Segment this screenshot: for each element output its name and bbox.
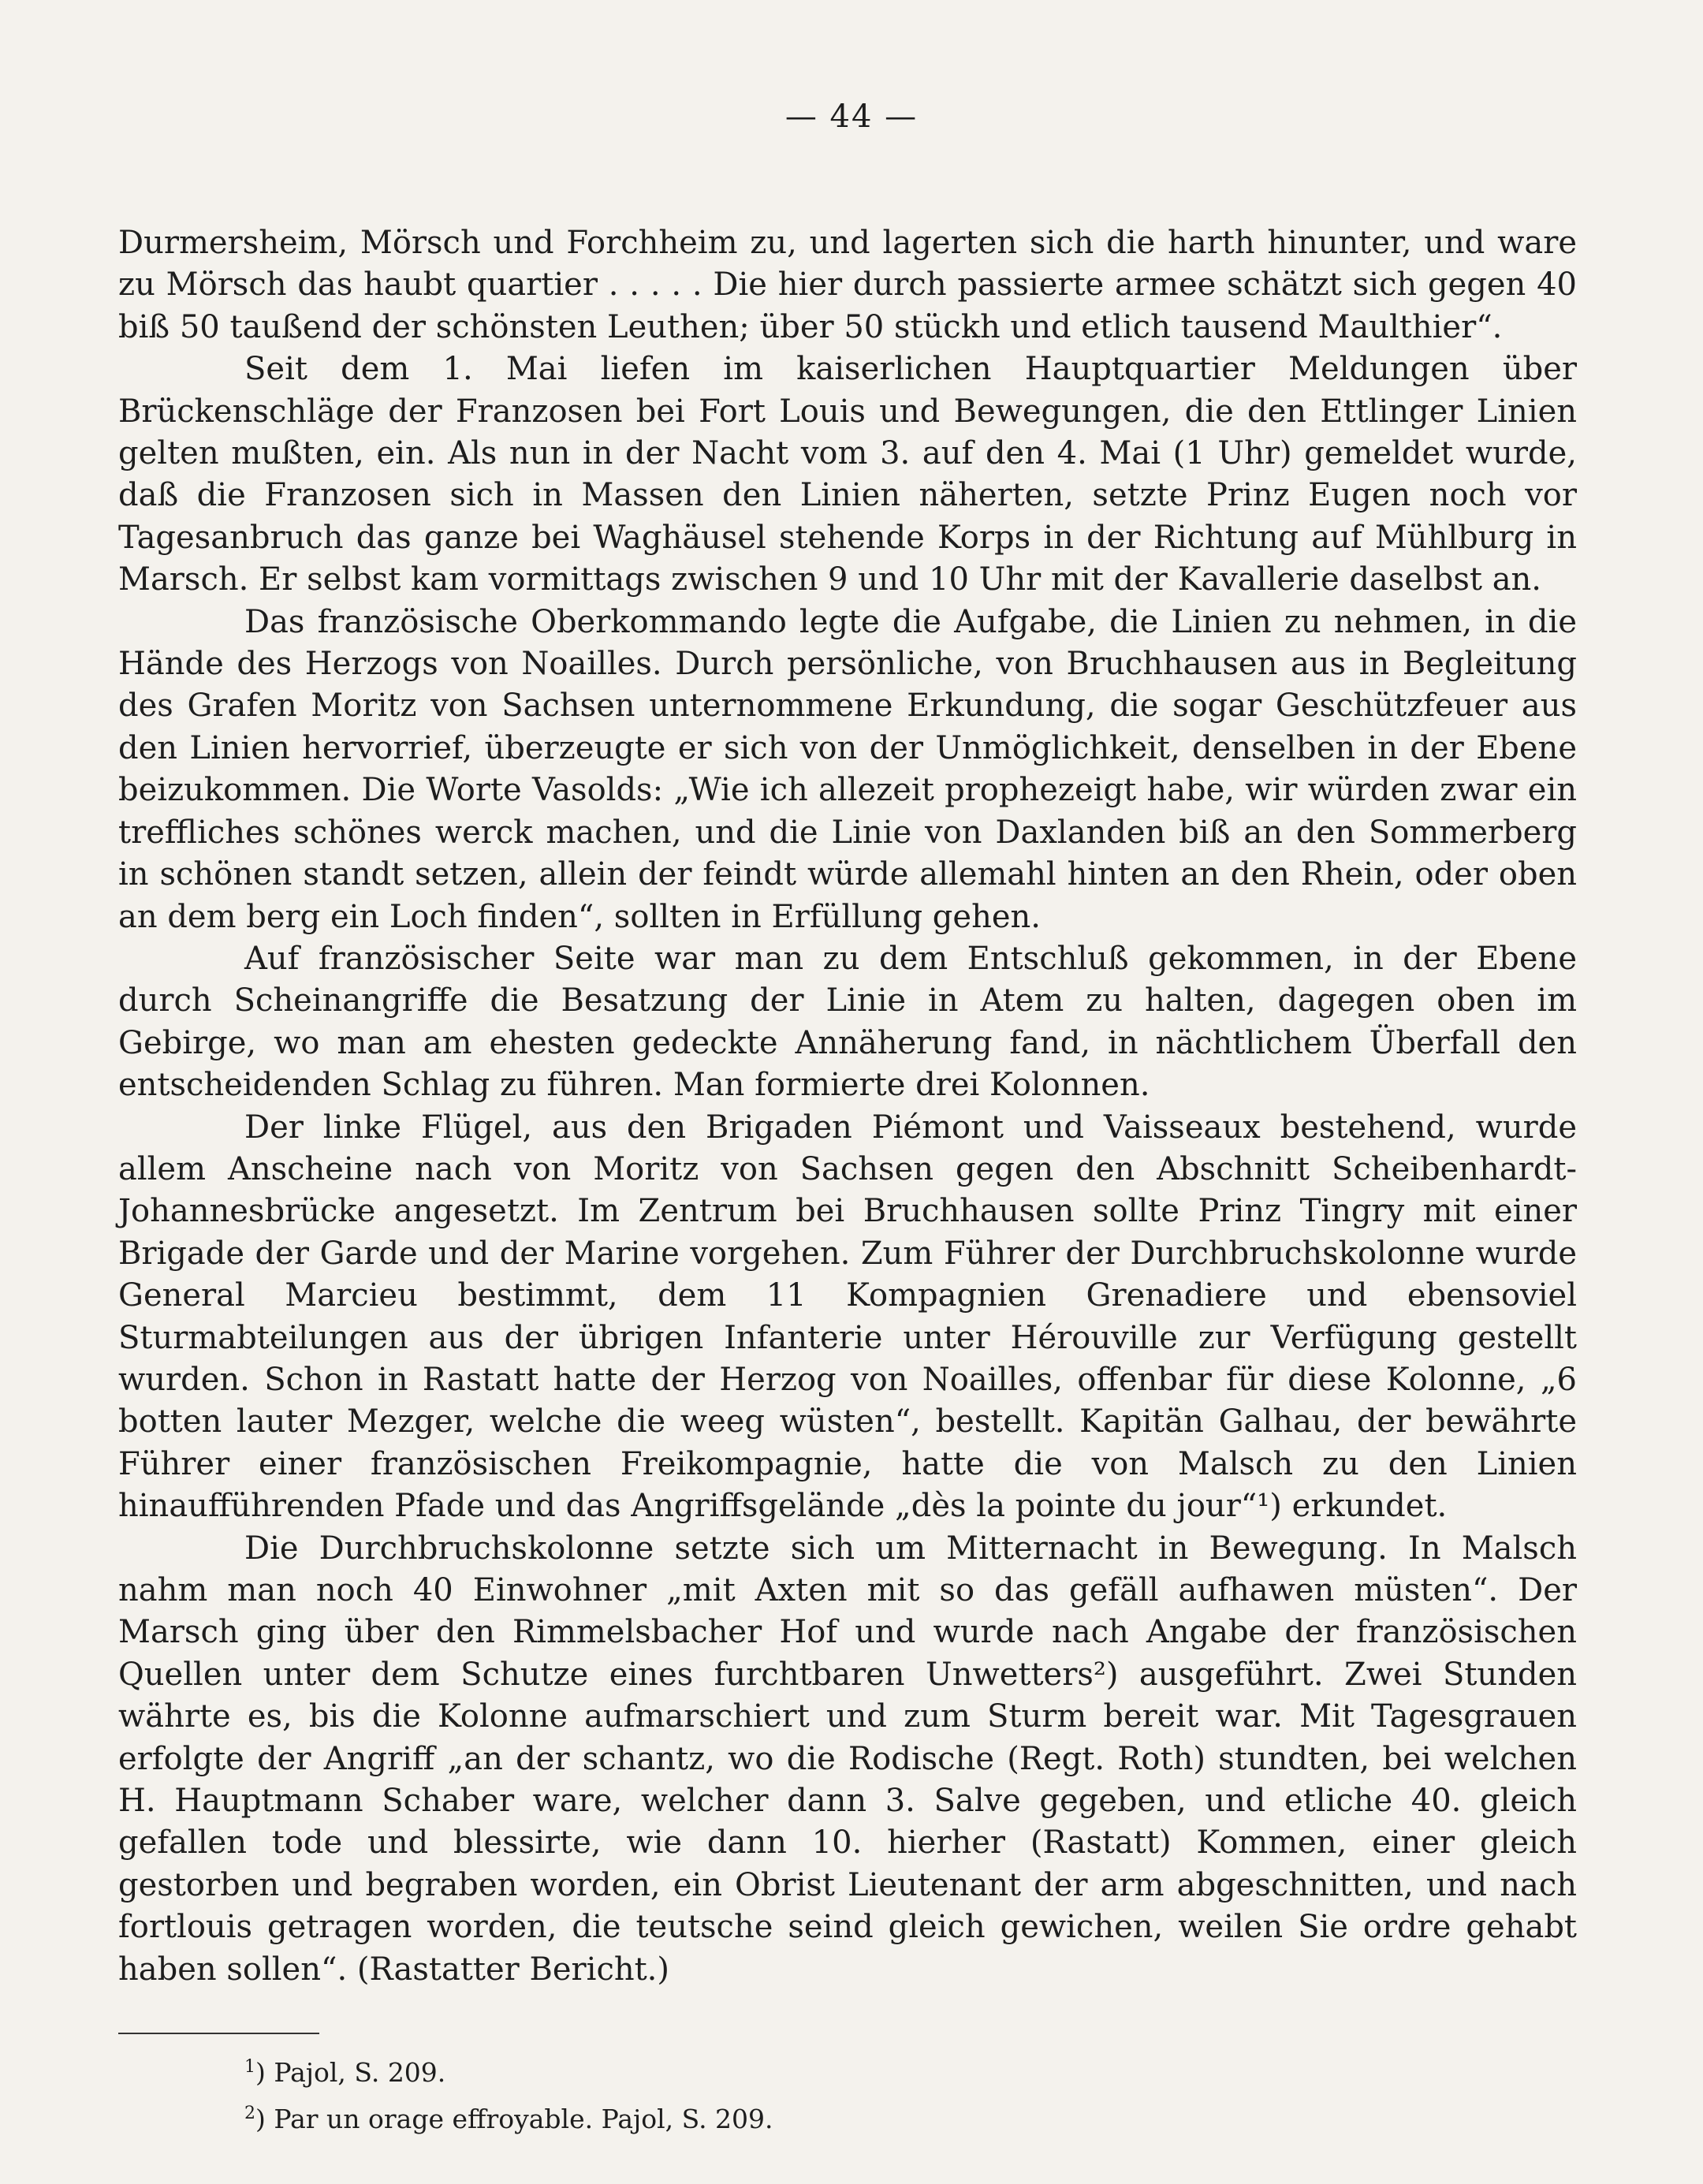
footnote: $^2$) Par un orage effroyable. Pajol, S. 209. <box>244 2104 773 2134</box>
footnote: $^1$) Pajol, S. 209. <box>244 2057 446 2088</box>
page-number: — 44 — <box>784 99 919 135</box>
paragraph: Die Durchbruchskolonne setzte sich um Mitternacht in Bewegung. In Malsch nahm man noch 40 Einwohner „mit Axten mit so das gefäll aufhawen müsten“. Der Marsch ging über den Rimmelsbacher Hof und wurde nach Angabe der französischen Quellen unter dem Schutze eines furchtbaren Unwetters²) ausgeführt. Zwei Stunden währte es, bis die Kolonne aufmarschiert und zum Sturm bereit war. Mit Tagesgrauen erfolgte der Angriff „an der schantz, wo die Rodische (Regt. Roth) stundten, bei welchen H. Hauptmann Schaber ware, welcher dann 3. Salve gegeben, und etliche 40. gleich gefallen tode und blessirte, wie dann 10. hierher (Rastatt) Kommen, einer gleich gestorben und begraben worden, ein Obrist Lieutenant der arm abgeschnitten, und nach fortlouis getragen worden, die teutsche seind gleich gewichen, weilen Sie ordre gehabt haben sollen“. (Rastatter Bericht.) <box>118 1530 1577 1988</box>
paragraph: Seit dem 1. Mai liefen im kaiserlichen Hauptquartier Meldungen über Brückenschläge der Franzosen bei Fort Louis und Bewegungen, die den Ettlinger Linien gelten mußten, ein. Als nun in der Nacht vom 3. auf den 4. Mai (1 Uhr) gemeldet wurde, daß die Franzosen sich in Massen den Linien näherten, setzte Prinz Eugen noch vor Tagesanbruch das ganze bei Waghäusel stehende Korps in der Richtung auf Mühlburg in Marsch. Er selbst kam vormittags zwischen 9 und 10 Uhr mit der Kavallerie daselbst an. <box>118 351 1577 598</box>
footnote-mark: 2 <box>244 2104 255 2123</box>
footnote-mark: 1 <box>244 2057 255 2077</box>
paragraph: Auf französischer Seite war man zu dem Entschluß gekommen, in der Ebene durch Scheinangriffe die Besatzung der Linie in Atem zu halten, dagegen oben im Gebirge, wo man am ehesten gedeckte Annäherung fand, in nächtlichem Überfall den entscheidenden Schlag zu führen. Man formierte drei Kolonnen. <box>118 940 1577 1104</box>
paragraph: Durmersheim, Mörsch und Forchheim zu, und lagerten sich die harth hinunter, und ware zu Mörsch das haubt quartier . . . . . Die hier durch passierte armee schätzt sich gegen 40 biß 50 taußend der schönsten Leuthen; über 50 stückh und etlich tausend Maulthier“. <box>118 225 1577 345</box>
paragraph: Das französische Oberkommando legte die Aufgabe, die Linien zu nehmen, in die Hände des Herzogs von Noailles. Durch persönliche, von Bruchhausen aus in Begleitung des Grafen Moritz von Sachsen unternommene Erkundung, die sogar Geschützfeuer aus den Linien hervorrief, überzeugte er sich von der Unmöglichkeit, denselben in der Ebene beizukommen. Die Worte Vasolds: „Wie ich allezeit prophezeigt habe, wir würden zwar ein treffliches schönes werck machen, und die Linie von Daxlanden biß an den Sommerberg in schönen standt setzen, allein der feindt würde allemahl hinten an den Rhein, oder oben an dem berg ein Loch finden“, sollten in Erfüllung gehen. <box>118 603 1577 935</box>
paragraph: Der linke Flügel, aus den Brigaden Piémont und Vaisseaux bestehend, wurde allem Anscheine nach von Moritz von Sachsen gegen den Abschnitt Scheibenhardt-Johannesbrücke angesetzt. Im Zentrum bei Bruchhausen sollte Prinz Tingry mit einer Brigade der Garde und der Marine vorgehen. Zum Führer der Durchbruchskolonne wurde General Marcieu bestimmt, dem 11 Kompagnien Grenadiere und ebensoviel Sturmabteilungen aus der übrigen Infanterie unter Hérouville zur Verfügung gestellt wurden. Schon in Rastatt hatte der Herzog von Noailles, offenbar für diese Kolonne, „6 botten lauter Mezger, welche die weeg wüsten“, bestellt. Kapitän Galhau, der bewährte Führer einer französischen Freikompagnie, hatte die von Malsch zu den Linien hinaufführenden Pfade und das Angriffsgelände „dès la pointe du jour“¹) erkundet. <box>118 1109 1577 1525</box>
body-text <box>118 222 1577 1991</box>
footnote-text: Pajol, S. 209. <box>274 2057 446 2088</box>
footnote-divider <box>118 2033 319 2034</box>
footnotes <box>244 2047 773 2140</box>
footnote-text: Par un orage effroyable. Pajol, S. 209. <box>274 2104 773 2134</box>
